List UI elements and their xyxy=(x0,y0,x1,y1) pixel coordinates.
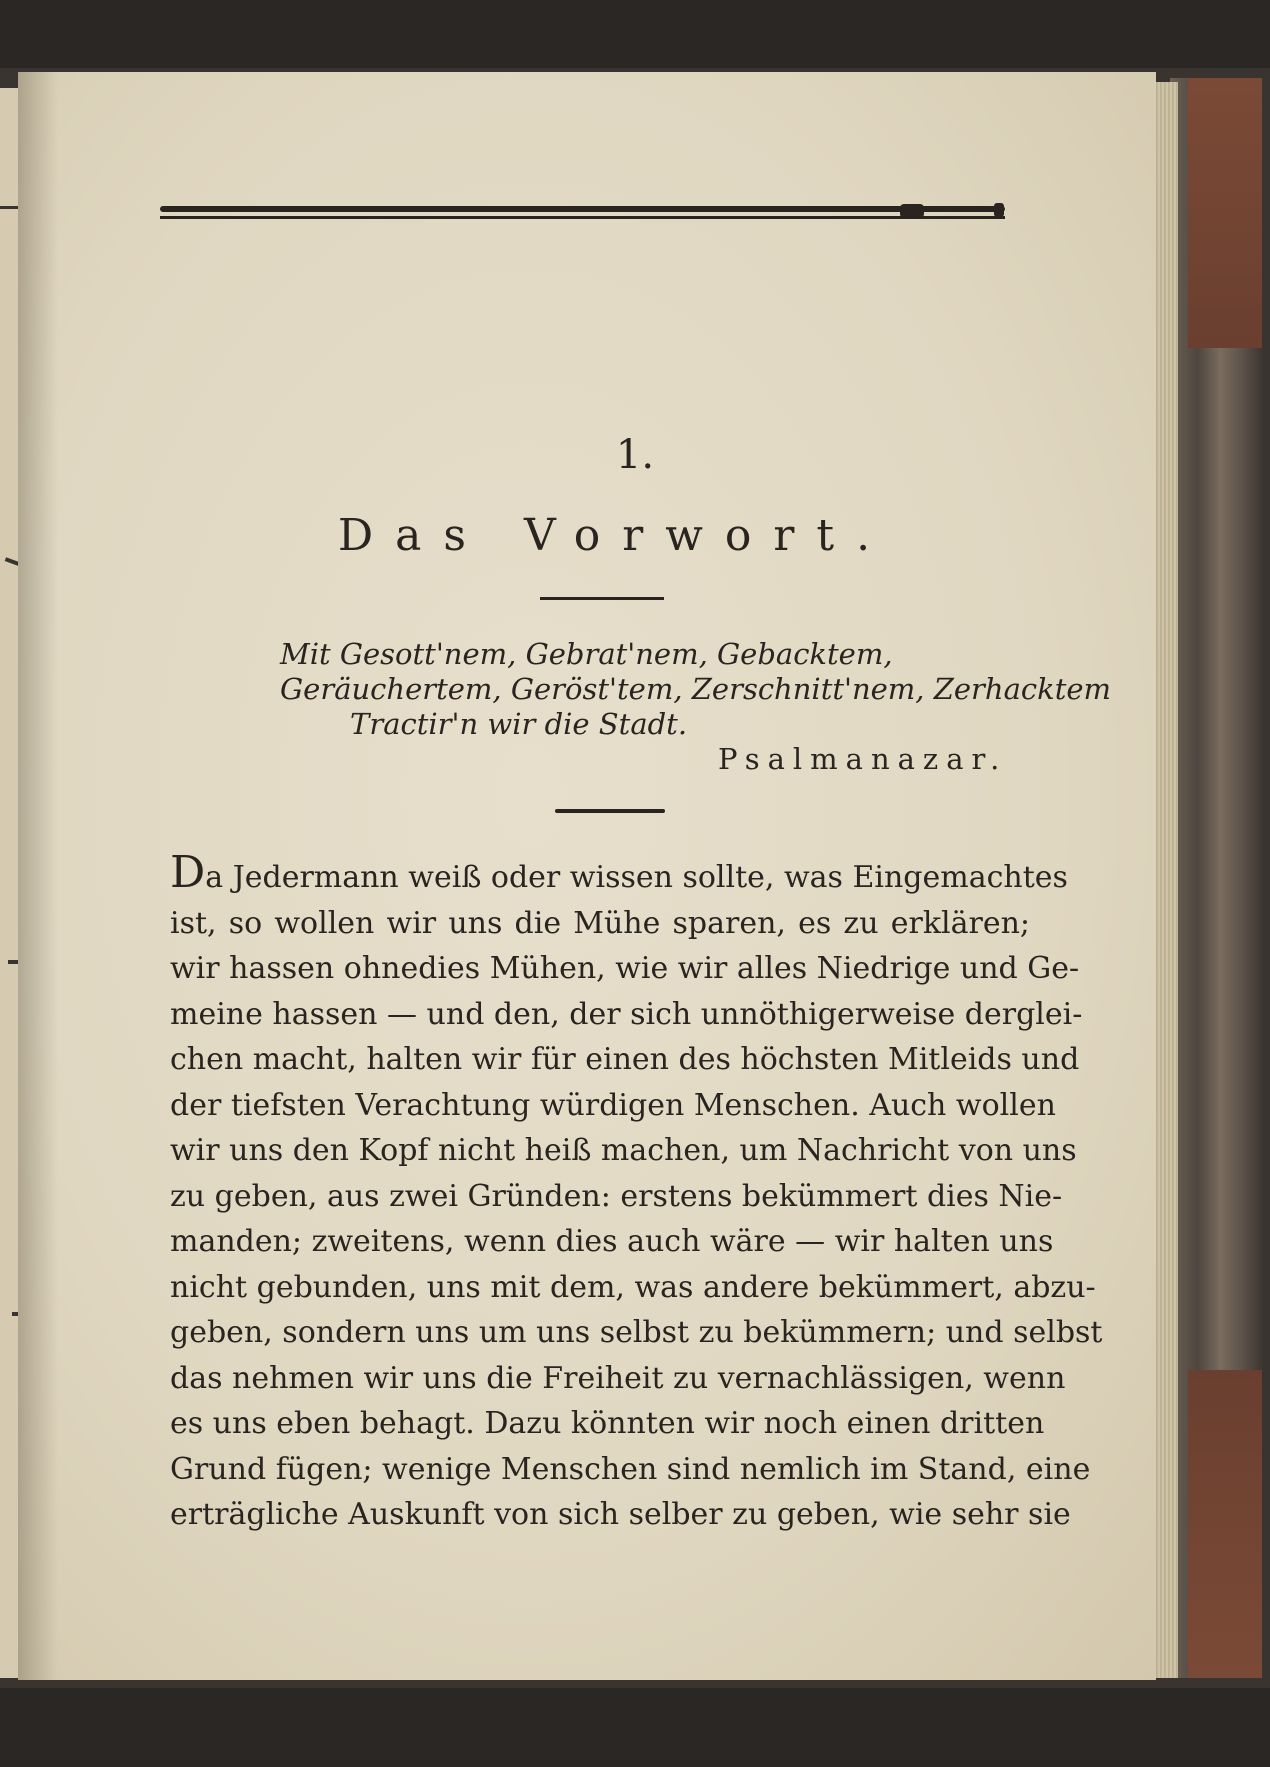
body-line: ist, so wollen wir uns die Mühe sparen, es zu erklären; xyxy=(170,905,1030,941)
motto-line: Tractir'n wir die Stadt. xyxy=(350,707,688,741)
title-divider xyxy=(540,597,664,600)
left-page-edge xyxy=(0,88,20,1678)
body-line: Grund fügen; wenige Menschen sind nemlich im Stand, eine xyxy=(170,1451,1091,1487)
body-line: erträgliche Auskunft von sich selber zu geben, wie sehr sie xyxy=(170,1497,1071,1532)
body-line: das nehmen wir uns die Freiheit zu vernachlässigen, wenn xyxy=(170,1360,1066,1396)
body-line: zu geben, aus zwei Gründen: erstens bekümmert dies Nie- xyxy=(170,1178,1063,1214)
body-line: nicht gebunden, uns mit dem, was andere bekümmert, abzu- xyxy=(170,1269,1096,1305)
body-line: geben, sondern uns um uns selbst zu bekümmern; und selbst xyxy=(170,1315,1103,1350)
body-line: Da Jedermann weiß oder wissen sollte, was Eingemachtes xyxy=(170,847,1068,898)
leather-corner-bottom xyxy=(1188,1370,1262,1678)
head-rule-ornament xyxy=(160,200,1005,230)
body-line: wir hassen ohnedies Mühen, wie wir alles Niedrige und Ge- xyxy=(170,951,1080,986)
gutter-shadow xyxy=(18,72,58,1680)
motto-divider xyxy=(555,806,665,816)
motto-line: Mit Gesott'nem, Gebrat'nem, Gebacktem, xyxy=(280,637,893,671)
drop-cap: D xyxy=(170,847,206,898)
body-text xyxy=(170,847,1103,1538)
body-line: es uns eben behagt. Dazu könnten wir noch einen dritten xyxy=(170,1406,1045,1441)
leather-corner-top xyxy=(1188,78,1262,348)
body-line: chen macht, halten wir für einen des höchsten Mitleids und xyxy=(170,1042,1080,1077)
motto-author: Psalmanazar. xyxy=(718,742,1008,776)
body-line: meine hassen — und den, der sich unnöthigerweise derglei- xyxy=(170,996,1083,1032)
body-line: manden; zweitens, wenn dies auch wäre — wir halten uns xyxy=(170,1224,1054,1259)
motto-line: Geräuchertem, Geröst'tem, Zerschnitt'nem, Zerhacktem xyxy=(280,672,1112,706)
body-line: der tiefsten Verachtung würdigen Menschen. Auch wollen xyxy=(170,1087,1056,1123)
chapter-title: Das Vorwort. xyxy=(337,510,893,561)
body-line: wir uns den Kopf nicht heiß machen, um Nachricht von uns xyxy=(170,1133,1077,1168)
chapter-number: 1. xyxy=(615,432,655,478)
